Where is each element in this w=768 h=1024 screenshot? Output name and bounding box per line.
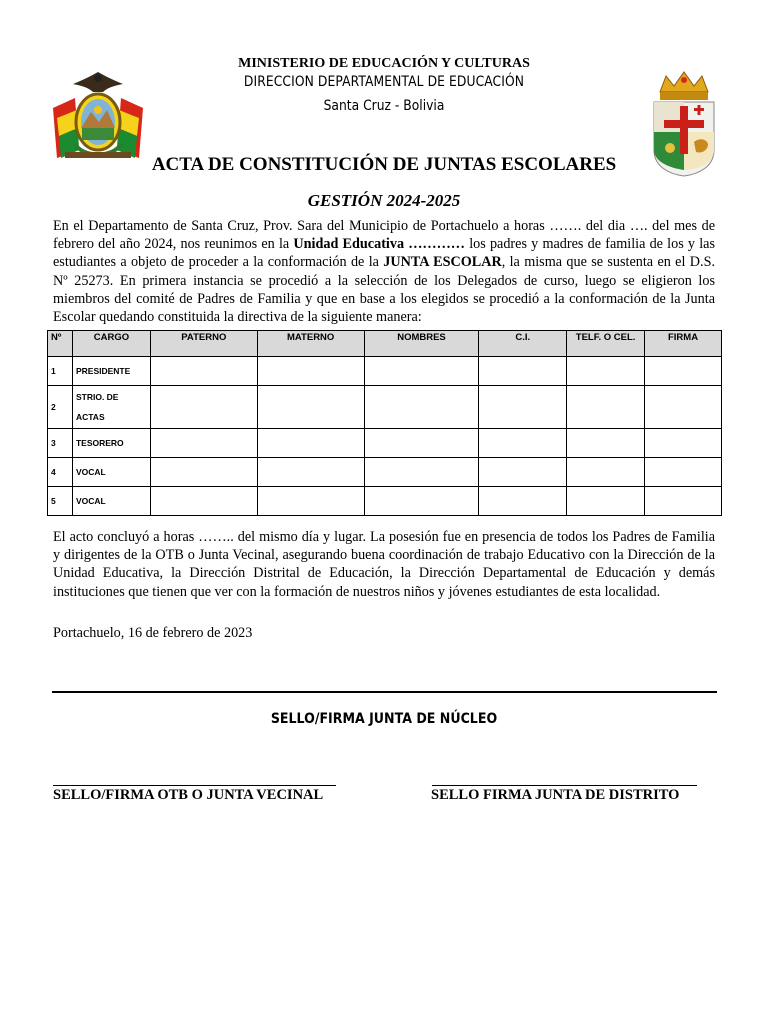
row-number: 4 bbox=[48, 458, 73, 487]
intro-bold-junta: JUNTA ESCOLAR bbox=[383, 254, 502, 271]
intro-paragraph bbox=[53, 217, 715, 326]
header-ci: C.I. bbox=[479, 331, 567, 357]
nombres-cell[interactable] bbox=[364, 357, 479, 386]
phone-cell[interactable] bbox=[567, 386, 645, 429]
nombres-cell[interactable] bbox=[364, 429, 479, 458]
table-row bbox=[48, 429, 722, 458]
header-paterno: PATERNO bbox=[150, 331, 257, 357]
distrito-signature-line[interactable] bbox=[432, 785, 697, 786]
ministry-heading: MINISTERIO DE EDUCACIÓN Y CULTURAS bbox=[238, 56, 530, 71]
row-number: 1 bbox=[48, 357, 73, 386]
table-row bbox=[48, 458, 722, 487]
direction-heading: DIRECCION DEPARTAMENTAL DE EDUCACIÓN bbox=[243, 74, 525, 90]
intro-bold-school: Unidad Educativa ………… bbox=[293, 236, 465, 253]
header-signature: FIRMA bbox=[645, 331, 722, 357]
materno-cell[interactable] bbox=[257, 429, 364, 458]
ci-cell[interactable] bbox=[479, 357, 567, 386]
ci-cell[interactable] bbox=[479, 429, 567, 458]
signature-cell[interactable] bbox=[645, 429, 722, 458]
phone-cell[interactable] bbox=[567, 487, 645, 516]
paterno-cell[interactable] bbox=[150, 386, 257, 429]
header-nombres: NOMBRES bbox=[364, 331, 479, 357]
otb-signature-line[interactable] bbox=[53, 785, 336, 786]
document-subtitle: GESTIÓN 2024-2025 bbox=[307, 191, 461, 210]
row-cargo: TESORERO bbox=[72, 429, 150, 458]
table-row bbox=[48, 357, 722, 386]
paterno-cell[interactable] bbox=[150, 458, 257, 487]
otb-signature-label: SELLO/FIRMA OTB O JUNTA VECINAL bbox=[53, 787, 324, 803]
signature-cell[interactable] bbox=[645, 487, 722, 516]
row-cargo: VOCAL bbox=[72, 487, 150, 516]
intro-text-1: En el Departamento de Santa Cruz, Prov. Sara del Municipio de Portachuelo a horas ……. del dia …. del mes de febrero del año 2024, nos reunimos en la bbox=[53, 218, 715, 253]
materno-cell[interactable] bbox=[257, 386, 364, 429]
row-number: 2 bbox=[48, 386, 73, 429]
row-cargo: PRESIDENTE bbox=[72, 357, 150, 386]
ci-cell[interactable] bbox=[479, 386, 567, 429]
signature-cell[interactable] bbox=[645, 386, 722, 429]
signature-cell[interactable] bbox=[645, 458, 722, 487]
distrito-signature-label: SELLO FIRMA JUNTA DE DISTRITO bbox=[431, 787, 680, 803]
row-cargo: VOCAL bbox=[72, 458, 150, 487]
phone-cell[interactable] bbox=[567, 357, 645, 386]
header-cargo: CARGO bbox=[72, 331, 150, 357]
materno-cell[interactable] bbox=[257, 458, 364, 487]
row-number: 5 bbox=[48, 487, 73, 516]
header-number: Nº bbox=[48, 331, 73, 357]
row-number: 3 bbox=[48, 429, 73, 458]
paterno-cell[interactable] bbox=[150, 429, 257, 458]
intro-text-2: los padres y madres de familia de los y las estudiantes a objeto de proceder a la conformación de la bbox=[53, 236, 715, 271]
board-members-table bbox=[47, 330, 722, 516]
signature-cell[interactable] bbox=[645, 357, 722, 386]
place-date: Portachuelo, 16 de febrero de 2023 bbox=[53, 625, 253, 641]
materno-cell[interactable] bbox=[257, 357, 364, 386]
intro-text-3: , la misma que se sustenta en el D.S. Nº 25273. En primera instancia se procedió a la selección de los Delegados de curso, luego se eligieron los miembros del comité de Padres de Familia y que en base a los elegidos se procedió a la conformación de la Junta Escolar quedando constituida la directiva de la siguiente manera: bbox=[53, 254, 716, 326]
table-row bbox=[48, 386, 722, 429]
nucleo-signature-label: SELLO/FIRMA JUNTA DE NÚCLEO bbox=[270, 711, 498, 727]
document-title: ACTA DE CONSTITUCIÓN DE JUNTAS ESCOLARES bbox=[151, 154, 617, 175]
location-heading: Santa Cruz - Bolivia bbox=[323, 98, 445, 114]
materno-cell[interactable] bbox=[257, 487, 364, 516]
header-phone: TELF. O CEL. bbox=[567, 331, 645, 357]
closing-paragraph: El acto concluyó a horas …….. del mismo día y lugar. La posesión fue en presencia de todos los Padres de Familia y dirigentes de la OTB o Junta Vecinal, asegurando buena coordinación de trabajo Educativo con la Dirección de la Unidad Educativa, la Dirección Distrital de Educación, la Dirección Departamental de Educación y demás instituciones que tienen que ver con la formación de nuestros niños y jóvenes estudiantes de esta localidad. bbox=[53, 529, 715, 600]
table-header-row bbox=[48, 331, 722, 357]
header-materno: MATERNO bbox=[257, 331, 364, 357]
ci-cell[interactable] bbox=[479, 487, 567, 516]
table-row bbox=[48, 487, 722, 516]
paterno-cell[interactable] bbox=[150, 357, 257, 386]
nombres-cell[interactable] bbox=[364, 458, 479, 487]
nombres-cell[interactable] bbox=[364, 487, 479, 516]
row-cargo: STRIO. DE ACTAS bbox=[72, 386, 150, 429]
paterno-cell[interactable] bbox=[150, 487, 257, 516]
ci-cell[interactable] bbox=[479, 458, 567, 487]
phone-cell[interactable] bbox=[567, 458, 645, 487]
phone-cell[interactable] bbox=[567, 429, 645, 458]
nombres-cell[interactable] bbox=[364, 386, 479, 429]
section-divider bbox=[52, 691, 717, 693]
